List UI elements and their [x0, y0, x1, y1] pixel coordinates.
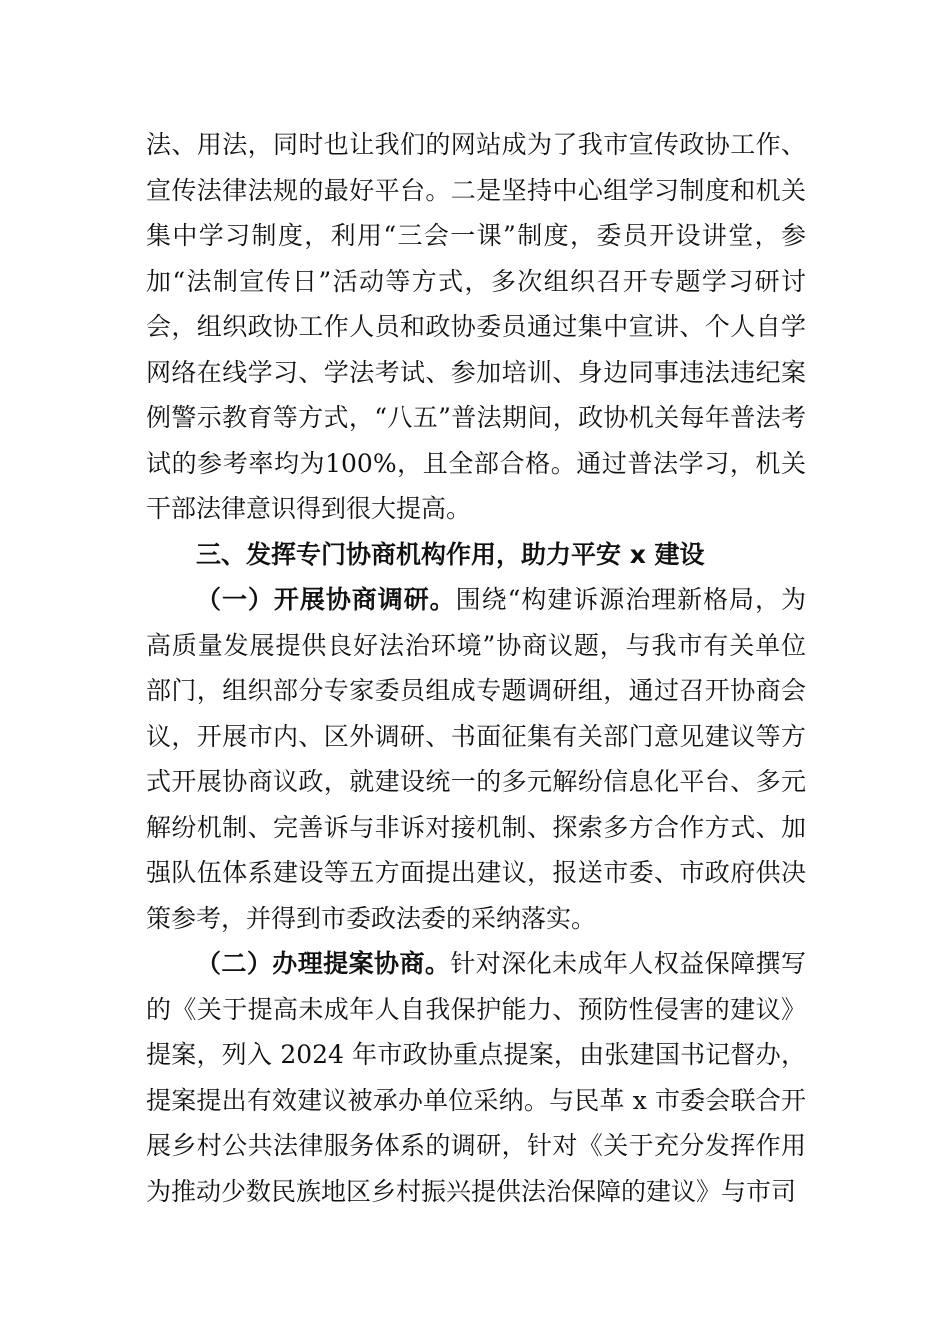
subsection-body: 围绕“构建诉源治理新格局，为高质量发展提供良好法治环境”协商议题，与我市有关单位部门，组织部分专家委员组成专题调研组，通过召开协商会议，开展市内、区外调研、书面征集有关部门意见建议等方式开展协商议政，就建设统一的多元解纷信息化平台、多元解纷机制、完善诉与非诉对接机制、探索多方合作方式、加强队伍体系建设等五方面提出建议，报送市委、市政府供决策参考，并得到市委政法委的采纳落实。 [146, 585, 806, 933]
subsection-body: 针对深化未成年人权益保障撰写的《关于提高未成年人自我保护能力、预防性侵害的建议》提案，列入 2024 年市政协重点提案，由张建国书记督办，提案提出有效建议被承办单位采纳。与民革 x 市委会联合开展乡村公共法律服务体系的调研，针对《关于充分发挥作用为推动少数民族地区乡村振兴提供法治保障的建议》与市司 [146, 949, 806, 1206]
subsection-title: （一）开展协商调研。 [196, 585, 456, 614]
subsection-paragraph-1 [146, 577, 806, 941]
subsection-paragraph-2 [146, 941, 806, 1214]
section-heading: 三、发挥专门协商机构作用，助力平安 x 建设 [196, 539, 705, 569]
subsection-title: （二）办理提案协商。 [196, 949, 451, 978]
document-body [146, 122, 806, 1214]
paragraph-continued: 法、用法，同时也让我们的网站成为了我市宣传政协工作、宣传法律法规的最好平台。二是坚持中心组学习制度和机关集中学习制度，利用“三会一课”制度，委员开设讲堂，参加“法制宣传日”活动等方式，多次组织召开专题学习研讨会，组织政协工作人员和政协委员通过集中宣讲、个人自学网络在线学习、学法考试、参加培训、身边同事违法违纪案例警示教育等方式，“八五”普法期间，政协机关每年普法考试的参考率均为100%，且全部合格。通过普法学习，机关干部法律意识得到很大提高。 [146, 130, 806, 523]
